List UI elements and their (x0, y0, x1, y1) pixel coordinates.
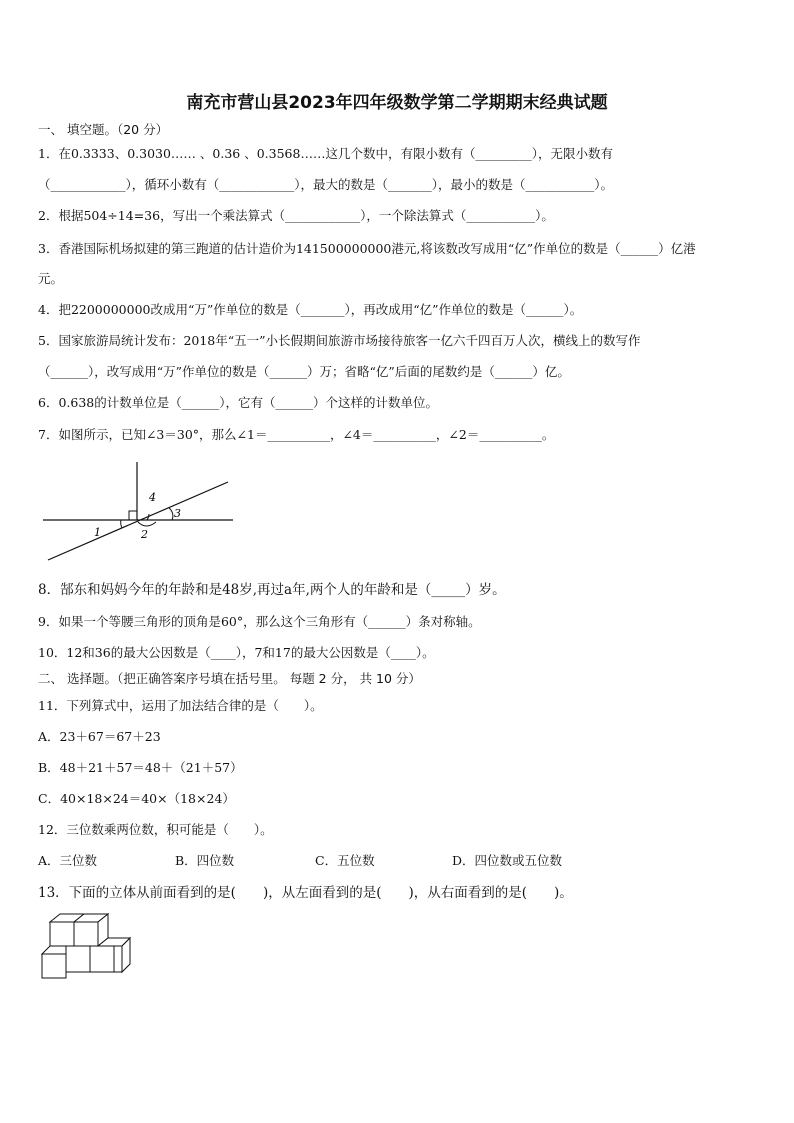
question-5-line-1: 5．国家旅游局统计发布：2018年“五一”小长假期间旅游市场接待旅客一亿六千四百万人次，横线上的数写作 (38, 333, 641, 348)
question-12-option-d: D．四位数或五位数 (452, 853, 563, 868)
question-3-line-1: 3．香港国际机场拟建的第三跑道的估计造价为141500000000港元,将该数改写成用“亿”作单位的数是（______）亿港 (38, 241, 696, 256)
question-11-option-a: A．23＋67＝67＋23 (38, 729, 161, 744)
angle-4-label: 4 (149, 491, 156, 504)
angle-1-label: 1 (94, 526, 101, 539)
question-12-option-b: B．四位数 (175, 853, 235, 868)
angle-2-label: 2 (141, 528, 148, 541)
question-2: 2．根据504÷14=36，写出一个乘法算式（____________），一个除法算式（___________）。 (38, 208, 554, 223)
question-11-option-c: C．40×18×24＝40×（18×24） (38, 791, 235, 806)
question-7: 7．如图所示，已知∠3＝30°，那么∠1＝__________，∠4＝__________，∠2＝__________。 (38, 427, 555, 442)
question-9: 9．如果一个等腰三角形的顶角是60°，那么这个三角形有（______）条对称轴。 (38, 614, 481, 629)
question-5-line-2: （______），改写成用“万”作单位的数是（______）万；省略“亿”后面的尾数约是（______）亿。 (38, 364, 570, 379)
section-heading-fill-blank: 一、 填空题。（20 分） (38, 122, 169, 137)
page-title: 南充市营山县2023年四年级数学第二学期期末经典试题 (186, 93, 608, 113)
question-11: 11．下列算式中，运用了加法结合律的是（ ）。 (38, 698, 323, 713)
question-12: 12．三位数乘两位数，积可能是（ ）。 (38, 822, 273, 837)
question-8: 8．郜东和妈妈今年的年龄和是48岁,再过a年,两个人的年龄和是（_____）岁。 (38, 582, 506, 598)
question-3-line-2: 元。 (38, 271, 64, 286)
question-13: 13．下面的立体从前面看到的是( )，从左面看到的是( )，从右面看到的是( )。 (38, 885, 573, 901)
question-12-option-c: C．五位数 (315, 853, 375, 868)
question-11-option-b: B．48＋21＋57＝48＋（21＋57） (38, 760, 243, 775)
question-1-line-1: 1．在0.3333、0.3030…… 、0.36 、0.3568……这几个数中，有限小数有（_________），无限小数有 (38, 146, 613, 161)
section-heading-choice: 二、 选择题。（把正确答案序号填在括号里。 每题 2 分， 共 10 分） (38, 671, 421, 686)
question-1-line-2: （____________），循环小数有（____________），最大的数是（_______），最小的数是（___________）。 (38, 177, 614, 192)
cube-stack-figure (40, 912, 135, 984)
question-4: 4．把2200000000改成用“万”作单位的数是（_______），再改成用“亿”作单位的数是（______）。 (38, 302, 583, 317)
question-12-option-a: A．三位数 (38, 853, 98, 868)
angle-3-label: 3 (174, 507, 181, 520)
question-10: 10．12和36的最大公因数是（____），7和17的最大公因数是（____）。 (38, 645, 435, 660)
angle-figure (38, 456, 238, 566)
question-6: 6．0.638的计数单位是（______），它有（______）个这样的计数单位。 (38, 395, 438, 410)
